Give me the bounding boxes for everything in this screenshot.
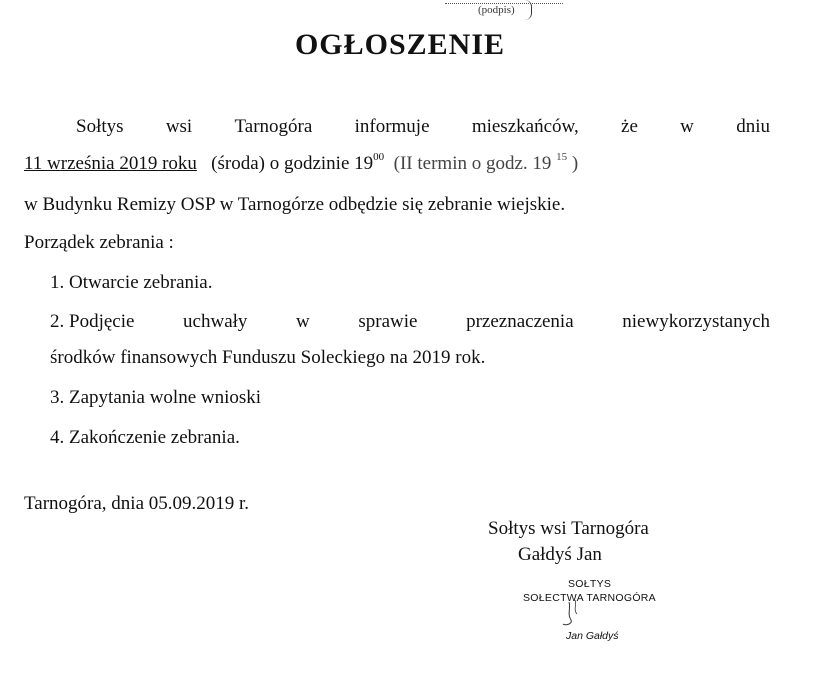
intro-word: Sołtys — [76, 116, 124, 137]
agenda-item-2 — [50, 311, 770, 333]
place-and-date: Tarnogóra, dnia 05.09.2019 r. — [24, 493, 250, 514]
agenda-word: w — [296, 311, 310, 332]
agenda-word: 2. Podjęcie — [50, 311, 135, 332]
agenda-item-3: 3. Zapytania wolne wnioski — [50, 387, 262, 408]
meeting-date: 11 września 2019 roku — [24, 153, 197, 174]
intro-word: wsi — [165, 116, 193, 137]
second-term: (II termin o godz. 19 $^{15}$ ) — [393, 150, 579, 174]
intro-word: w — [680, 116, 694, 137]
agenda-word: niewykorzystanych — [622, 311, 770, 332]
signatory-name: Gałdyś Jan — [518, 544, 602, 565]
stamp-line-2: SOŁECTWA TARNOGÓRA — [523, 592, 656, 604]
agenda-heading: Porządek zebrania : — [24, 232, 174, 253]
agenda-item-4: 4. Zakończenie zebrania. — [50, 427, 240, 448]
intro-word: dniu — [736, 116, 770, 137]
agenda-item-2-continuation: środków finansowych Funduszu Soleckiego na 2019 rok. — [50, 347, 486, 368]
intro-word: mieszkańców, — [471, 116, 579, 137]
agenda-item-1: 1. Otwarcie zebrania. — [50, 272, 213, 293]
agenda-word: uchwały — [183, 311, 248, 332]
intro-line-2 — [24, 150, 770, 175]
meeting-hour: $19^{00}$ — [354, 150, 385, 174]
handwritten-signature — [555, 598, 595, 630]
signatory-title: Sołtys wsi Tarnogóra — [488, 518, 649, 539]
bracket-mark — [525, 0, 532, 20]
intro-line-1 — [76, 116, 770, 138]
meeting-weekday: (środa) — [211, 153, 265, 174]
time-prefix: o godzinie — [269, 153, 350, 174]
intro-word: Tarnogóra — [234, 116, 313, 137]
page-title: OGŁOSZENIE — [294, 28, 506, 61]
intro-line-3: w Budynku Remizy OSP w Tarnogórze odbędzie się zebranie wiejskie. — [24, 194, 566, 215]
stamp-name: Jan Gałdyś — [566, 630, 619, 642]
intro-word: informuje — [354, 116, 430, 137]
stamp-line-1: SOŁTYS — [568, 578, 612, 590]
podpis-label: (podpis) — [478, 4, 515, 16]
agenda-word: sprawie — [358, 311, 418, 332]
agenda-word: przeznaczenia — [466, 311, 574, 332]
intro-word: że — [621, 116, 638, 137]
